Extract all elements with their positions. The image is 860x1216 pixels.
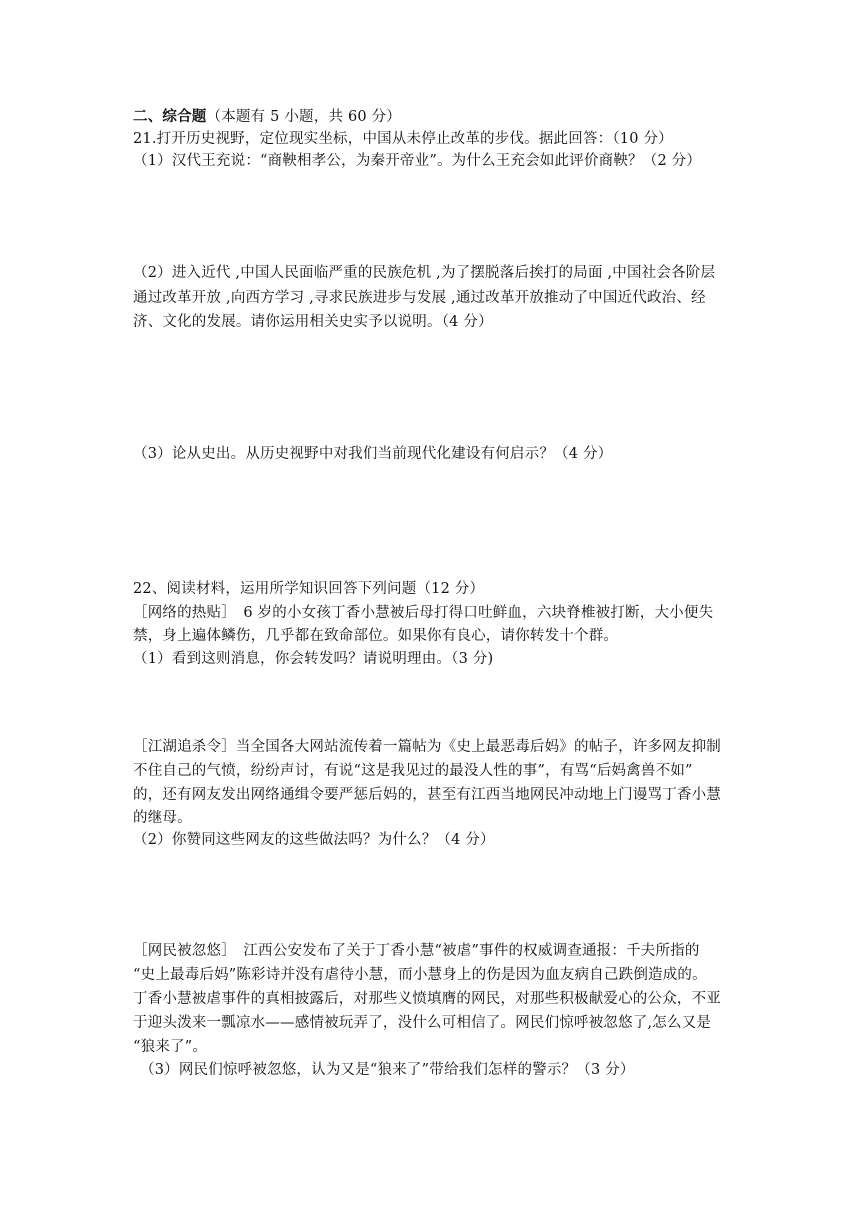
q22-material2-line1: ［江湖追杀令］当全国各大网站流传着一篇帖为《史上最恶毒后妈》的帖子，许多网友抑制 [133,739,721,755]
q22-material2-line2: 不住自己的气愤，纷纷声讨，有说“这是我见过的最没人性的事”，有骂“后妈禽兽不如” [133,763,693,779]
section-heading-title: 二、综合题 [133,108,207,125]
q22-material3-line2: “史上最毒后妈”陈彩诗并没有虐待小慧，而小慧身上的伤是因为血友病自己跌倒造成的。 [133,967,707,983]
q22-sub1: （1）看到这则消息，你会转发吗？请说明理由。（3 分) [133,651,494,667]
q21-sub3: （3）论从史出。从历史视野中对我们当前现代化建设有何启示？（4 分） [133,446,613,462]
q21-sub2-line1: （2）进入近代 ,中国人民面临严重的民族危机 ,为了摆脱落后挨打的局面 ,中国社会各阶层 [133,265,716,281]
q22-material2-line4: 的继母。 [133,810,192,826]
q22-material2-line3: 的，还有网友发出网络通缉令要严惩后妈的，甚至有江西当地网民冲动地上门谩骂丁香小慧 [133,787,721,803]
q22-material3-line5: “狼来了”。 [133,1039,208,1055]
q22-material1-line1: ［网络的热贴］ 6 岁的小女孩丁香小慧被后母打得口吐鲜血，六块脊椎被打断，大小便失 [133,605,714,621]
q22-material3-line3: 丁香小慧被虐事件的真相披露后，对那些义愤填膺的网民，对那些积极献爱心的公众，不亚 [133,991,721,1007]
q22-material3-line4: 于迎头泼来一瓢凉水——感情被玩弄了，没什么可相信了。网民们惊呼被忽悠了,怎么又是 [133,1015,712,1031]
q21-sub2-line2: 通过改革开放 ,向西方学习 ,寻求民族进步与发展 ,通过改革开放推动了中国近代政治、经 [133,290,706,306]
section-heading [133,106,401,128]
q21-sub2-line3: 济、文化的发展。请你运用相关史实予以说明。（4 分） [133,314,493,330]
q22-material1-line2: 禁，身上遍体鳞伤，几乎都在致命部位。如果你有良心，请你转发十个群。 [133,628,619,644]
q21-sub1: （1）汉代王充说：“商鞅相孝公，为秦开帝业”。为什么王充会如此评价商鞅？（2 分） [133,153,702,169]
q21-stem: 21.打开历史视野，定位现实坐标，中国从未停止改革的步伐。据此回答：（10 分） [133,131,673,147]
q22-sub3: （3）网民们惊呼被忽悠，认为又是“狼来了”带给我们怎样的警示？（3 分） [140,1062,635,1078]
section-heading-note: （本题有 5 小题，共 60 分） [206,109,402,125]
q22-stem: 22、阅读材料，运用所学知识回答下列问题（12 分） [133,581,485,597]
q22-sub2: （2）你赞同这些网友的这些做法吗？为什么？（4 分） [133,832,495,848]
q22-material3-line1: ［网民被忽悠］ 江西公安发布了关于丁香小慧“被虐”事件的权威调查通报：千夫所指的 [133,943,700,959]
